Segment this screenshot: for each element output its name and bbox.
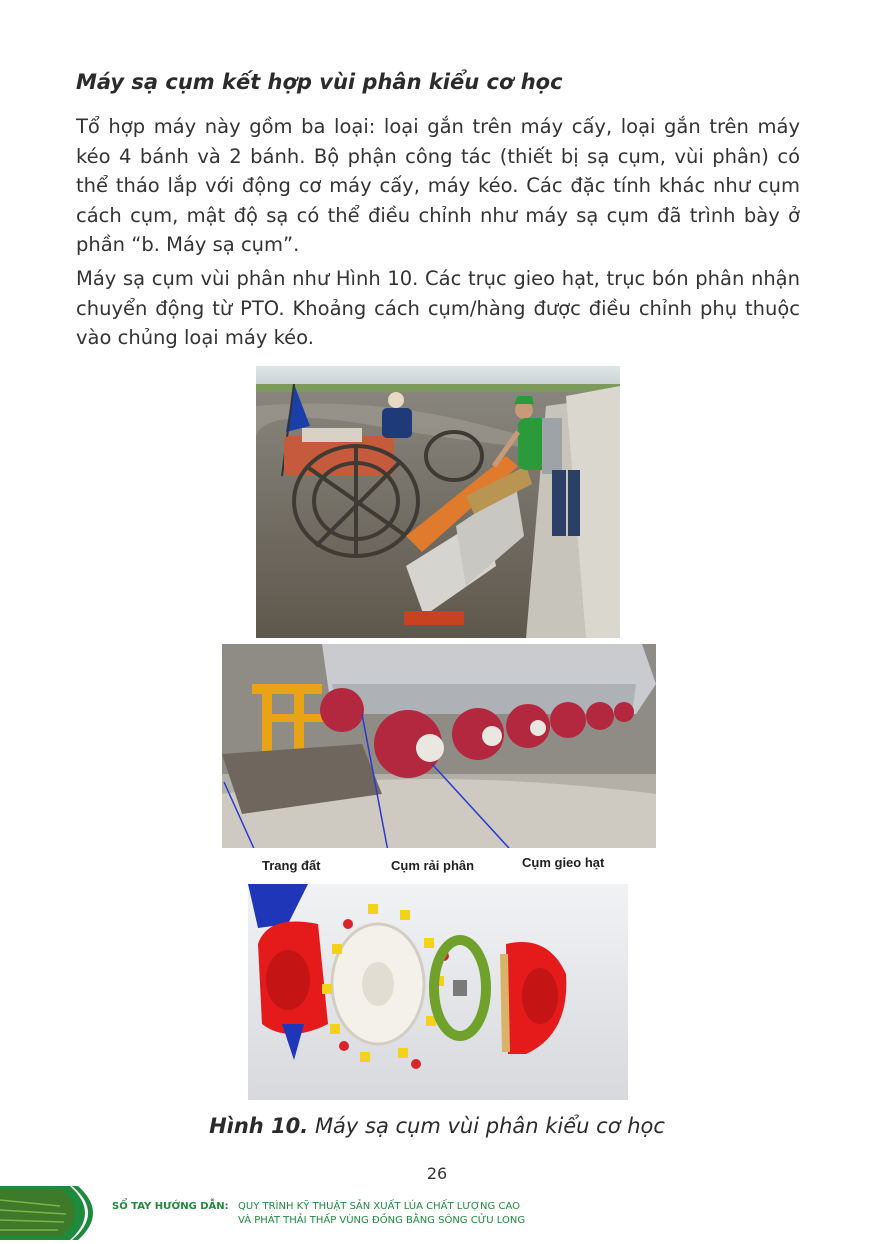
callout-trang-dat: Trang đất bbox=[262, 858, 321, 873]
figure-caption bbox=[0, 1114, 874, 1138]
footer-label: SỔ TAY HƯỚNG DẪN: bbox=[112, 1201, 229, 1212]
paragraph-2: Máy sạ cụm vùi phân như Hình 10. Các trục gieo hạt, trục bón phân nhận chuyển động từ PTO. Khoảng cách cụm/hàng được điều chỉnh phụ thuộc vào chủng loại máy kéo. bbox=[76, 267, 800, 349]
footer-title bbox=[238, 1200, 525, 1228]
footer-line-1: QUY TRÌNH KỸ THUẬT SẢN XUẤT LÚA CHẤT LƯỢNG CAO bbox=[238, 1201, 520, 1212]
render-seeding-drum bbox=[248, 884, 628, 1100]
caption-label: Hình 10. bbox=[209, 1114, 309, 1138]
photo-seeding-units bbox=[222, 644, 656, 848]
footer-rice-field-logo bbox=[0, 1186, 110, 1240]
photo-tractor-field bbox=[256, 366, 620, 638]
callout-cum-gieo-hat: Cụm gieo hạt bbox=[522, 855, 605, 870]
callout-cum-rai-phan: Cụm rải phân bbox=[391, 858, 475, 873]
caption-text: Máy sạ cụm vùi phân kiểu cơ học bbox=[308, 1114, 665, 1138]
section-heading: Máy sạ cụm kết hợp vùi phân kiểu cơ học bbox=[76, 70, 563, 94]
footer-line-2: VÀ PHÁT THẢI THẤP VÙNG ĐỒNG BẰNG SÔNG CỬU LONG bbox=[238, 1215, 526, 1226]
paragraph-1: Tổ hợp máy này gồm ba loại: loại gắn trên máy cấy, loại gắn trên máy kéo 4 bánh và 2 bánh. Bộ phận công tác (thiết bị sạ cụm, vùi phân) có thể tháo lắp với động cơ máy cấy, máy kéo. Các đặc tính khác như cụm cách cụm, mật độ sạ có thể điều chỉnh như máy sạ cụm đã trình bày ở phần “b. Máy sạ cụm”. bbox=[76, 115, 800, 256]
page-number: 26 bbox=[426, 1164, 448, 1183]
